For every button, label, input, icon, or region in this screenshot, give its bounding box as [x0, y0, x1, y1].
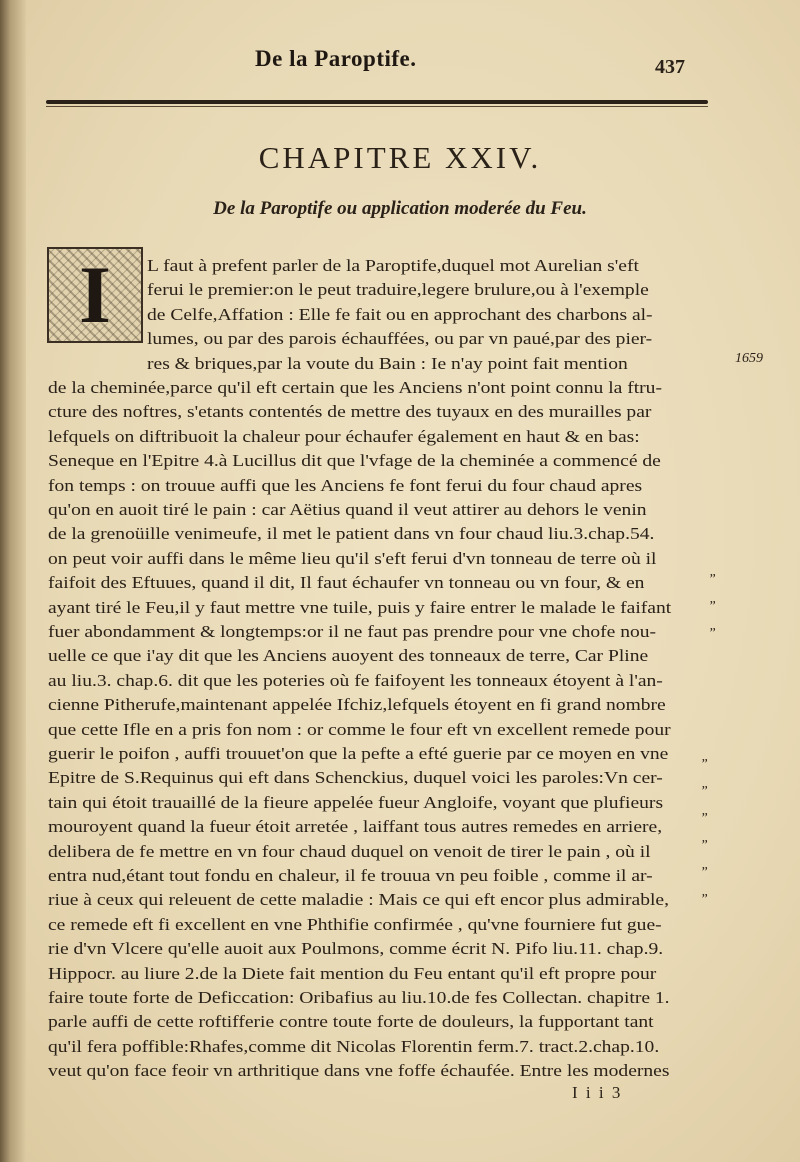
drop-cap-letter: I — [79, 249, 111, 340]
text-line: Epitre de S.Requinus qui eft dans Schenckius, duquel voici les paroles:Vn cer- — [48, 768, 663, 788]
margin-quote-mark: ” — [700, 757, 708, 772]
chapter-title: CHAPITRE XXIV. — [258, 140, 542, 175]
signature-mark: I i i 3 — [572, 1083, 623, 1102]
text-line: veut qu'on face feoir vn arthritique dans vne foffe échaufée. Entre les modernes — [48, 1061, 670, 1081]
margin-quote-mark: ” — [708, 626, 716, 641]
margin-quote-mark: ” — [700, 811, 708, 826]
text-line: parle auffi de cette roftifferie contre toute forte de douleurs, la fupportant tant — [48, 1012, 654, 1032]
text-line: lumes, ou par des parois échauffées, ou par vn paué,par des pier- — [147, 329, 653, 349]
page-number: 437 — [655, 56, 685, 78]
running-head: De la Paroptife. — [255, 46, 417, 71]
text-line: qu'on en auoit tiré le pain : car Aëtius quand il veut attirer au dehors le venin — [48, 500, 647, 519]
text-line: on peut voir auffi dans le même lieu qu'il s'eft ferui d'vn tonneau de terre où il — [48, 548, 657, 568]
margin-quote-mark: ” — [700, 838, 708, 853]
text-line: cture des noftres, s'etants contentés de mettre des tuyaux en des murailles par — [48, 402, 652, 422]
text-line: delibera de fe mettre en vn four chaud duquel on venoit de tirer le pain , où il — [48, 841, 651, 861]
text-line: ferui le premier:on le peut traduire,legere brulure,ou à l'exemple — [147, 280, 649, 300]
margin-quote-mark: ” — [700, 892, 708, 907]
chapter-subtitle: De la Paroptife ou application moderée du Feu. — [213, 198, 587, 219]
ornamental-initial — [47, 247, 143, 343]
text-line: L faut à prefent parler de la Paroptife,duquel mot Aurelian s'eft — [147, 256, 639, 275]
text-line: Hippocr. au liure 2.de la Diete fait mention du Feu entant qu'il eft propre pour — [48, 963, 657, 983]
text-line: guerir le poifon , auffi trouuet'on que la pefte a efté guerie par ce moyen en vne — [48, 744, 669, 763]
text-line: mouroyent quand la fueur étoit arretée , laiffant tous autres remedes en arriere, — [48, 817, 663, 837]
text-line: rie d'vn Vlcere qu'elle auoit aux Poulmons, comme écrit N. Pifo liu.11. chap.9. — [48, 939, 664, 959]
text-line: entra nud,étant tout fondu en chaleur, il fe trouua vn peu foible , comme il ar- — [48, 866, 653, 885]
text-line: faifoit des Eftuues, quand il dit, Il faut échaufer vn tonneau ou vn four, & en — [48, 573, 645, 593]
margin-quote-mark: ” — [700, 865, 708, 880]
text-line: que cette Ifle en a pris fon nom : or comme le four eft vn excellent remede pour — [48, 719, 671, 739]
text-line: faire toute forte de Deficcation: Oribafius au liu.10.de fes Collectan. chapitre 1. — [48, 988, 670, 1007]
text-line: de la grenoüille venimeufe, il met le patient dans vn four chaud liu.3.chap.54. — [48, 524, 655, 544]
text-line: fon temps : on trouue auffi que les Anciens fe font ferui du four chaud apres — [48, 475, 643, 495]
margin-year: 1659 — [735, 351, 763, 366]
text-line: de la cheminée,parce qu'il eft certain que les Anciens n'ont point connu la ftru- — [48, 378, 662, 397]
text-line: uelle ce que i'ay dit que les Anciens auoyent des tonneaux de terre, Car Pline — [48, 646, 649, 666]
margin-quote-mark: ” — [708, 599, 716, 614]
text-line: tain qui étoit trauaillé de la fieure appelée fueur Angloife, voyant que plufieurs — [48, 792, 664, 812]
text-line: qu'il fera poffible:Rhafes,comme dit Nicolas Florentin ferm.7. tract.2.chap.10. — [48, 1036, 660, 1056]
text-line: res & briques,par la voute du Bain : Ie n'ay point fait mention — [147, 353, 628, 373]
text-line: Seneque en l'Epitre 4.à Lucillus dit que l'vfage de la cheminée a commencé de — [48, 451, 661, 471]
text-line: fuer abondamment & longtemps:or il ne faut pas prendre pour vne chofe nou- — [48, 622, 657, 641]
text-line: riue à ceux qui releuent de cette maladie : Mais ce qui eft encor plus admirable, — [48, 890, 669, 910]
text-line: au liu.3. chap.6. dit que les poteries où fe faifoyent les tonneaux étoyent à l'an- — [48, 670, 663, 690]
text-line: cienne Pitherufe,maintenant appelée Ifchiz,lefquels étoyent en fi grand nombre — [48, 695, 666, 715]
margin-quote-mark: ” — [708, 572, 716, 587]
text-line: ayant tiré le Feu,il y faut mettre vne tuile, puis y faire entrer le malade le faifant — [48, 597, 672, 617]
header-rule — [46, 100, 708, 104]
margin-quote-mark: ” — [700, 784, 708, 799]
header-rule-thin — [46, 106, 708, 107]
text-line: de Celfe,Affation : Elle fe fait ou en approchant des charbons al- — [147, 304, 653, 324]
text-line: lefquels on diftribuoit la chaleur pour échaufer également en haut & en bas: — [48, 426, 640, 446]
text-line: ce remede eft fi excellent en vne Phthifie confirmée , qu'vne fourniere fut gue- — [48, 914, 662, 934]
